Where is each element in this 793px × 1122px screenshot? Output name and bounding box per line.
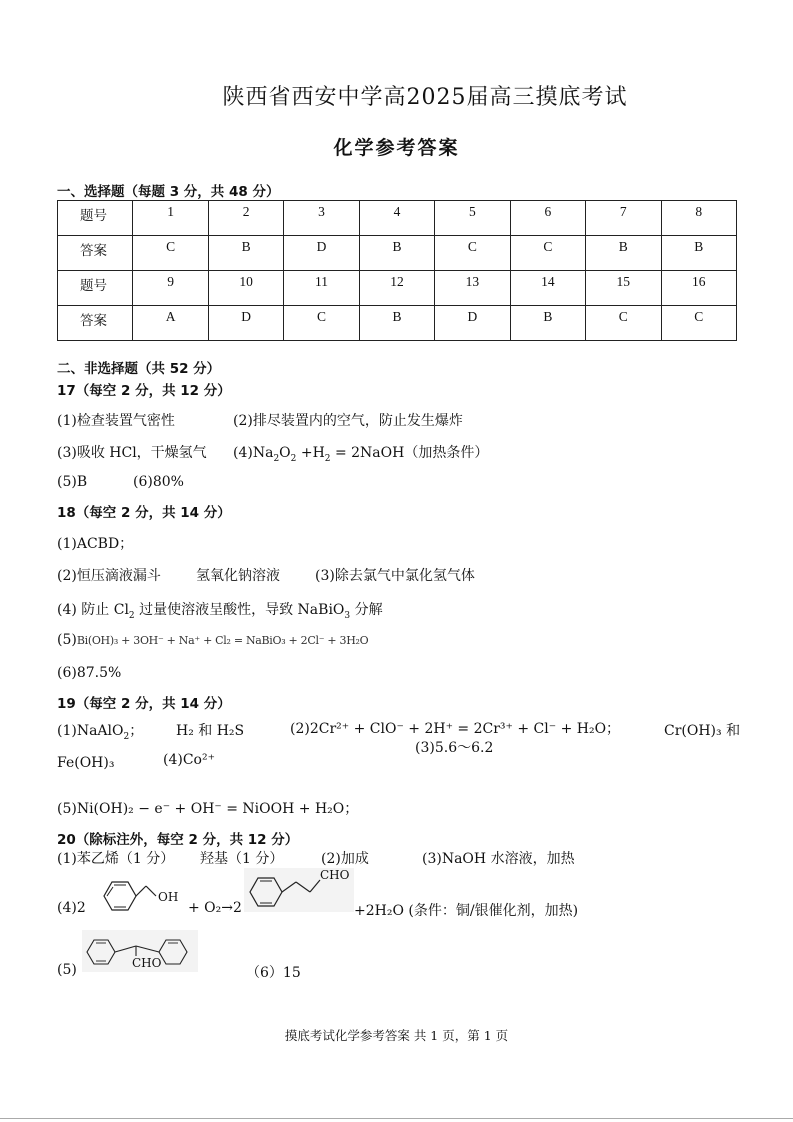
bottom-divider [0, 1118, 793, 1119]
answer-table-cell: 7 [586, 201, 661, 236]
answer-table-row [58, 271, 737, 306]
answer-table-cell: D [435, 306, 510, 341]
q19-answer-5: (5)Ni(OH)₂ − e⁻ + OH⁻ = NiOOH + H₂O； [57, 801, 359, 817]
answer-table-cell: B [586, 236, 661, 271]
answer-table [57, 200, 737, 341]
answer-table-cell: 16 [661, 271, 737, 306]
answer-table-cell: 4 [359, 201, 434, 236]
q20-answer-4-mid: + O₂→2 [188, 900, 242, 916]
answer-table-cell: 8 [661, 201, 737, 236]
page-title: 陕西省西安中学高2025届高三摸底考试 [222, 85, 628, 110]
answer-table-row-label: 答案 [58, 236, 133, 271]
q20-answer-6: （6）15 [246, 965, 301, 981]
q20-heading: 20（除标注外，每空 2 分，共 12 分） [57, 832, 299, 848]
answer-table-cell: C [284, 306, 359, 341]
answer-table-cell: 9 [133, 271, 208, 306]
answer-table-cell: C [586, 306, 661, 341]
answer-table-cell: C [133, 236, 208, 271]
q20-oh-label: OH [158, 890, 179, 904]
answer-table-cell: 3 [284, 201, 359, 236]
phenylacetaldehyde-image [244, 868, 354, 912]
page-subtitle: 化学参考答案 [333, 137, 460, 159]
q18-answer-4: (4) 防止 $Cl_2$ 过量使溶液呈酸性，导致 NaBiO$_3$ 分解 [57, 602, 383, 621]
answer-table-row-label: 题号 [58, 201, 133, 236]
q18-answer-1: (1)ACBD； [57, 536, 134, 552]
q19-answer-2b: Cr(OH)₃ 和 [664, 723, 741, 739]
answer-table-row [58, 201, 737, 236]
q18-answer-2a: (2)恒压滴液漏斗 [57, 568, 161, 584]
q18-equation-image: Bi(OH)₃ + 3OH⁻ + Na⁺ + Cl₂ = NaBiO₃ + 2Cl⁻ + 3H₂O [76, 634, 369, 647]
answer-table-cell: D [284, 236, 359, 271]
answer-table-row-label: 题号 [58, 271, 133, 306]
answer-table-cell: 14 [510, 271, 585, 306]
q19-answer-1: (1)NaAlO$_2$； [57, 723, 144, 742]
answer-table-cell: 10 [208, 271, 283, 306]
q17-answer-5: (5)B [57, 474, 88, 490]
answer-table-cell: B [208, 236, 283, 271]
section1-heading: 一、选择题（每题 3 分，共 48 分） [57, 184, 280, 200]
q17-answer-6: (6)80% [133, 474, 184, 490]
answer-table-cell: 13 [435, 271, 510, 306]
q17-answer-4: $(4)Na_2O_2 +H_2$ = 2NaOH（加热条件） [233, 445, 489, 464]
answer-table-cell: 1 [133, 201, 208, 236]
answer-table-row-label: 答案 [58, 306, 133, 341]
answer-table-cell: 2 [208, 201, 283, 236]
answer-table-cell: D [208, 306, 283, 341]
answer-table-cell: 15 [586, 271, 661, 306]
answer-table-cell: B [510, 306, 585, 341]
q18-answer-6: (6)87.5% [57, 665, 122, 681]
q18-heading: 18（每空 2 分，共 14 分） [57, 505, 231, 521]
q20-answer-3: (3)NaOH 水溶液，加热 [422, 851, 575, 867]
q17-heading: 17（每空 2 分，共 12 分） [57, 383, 231, 399]
q17-answer-3: (3)吸收 HCl，干燥氢气 [57, 445, 207, 461]
section2-heading: 二、非选择题（共 52 分） [57, 361, 221, 377]
q18-answer-3: (3)除去氯气中氯化氢气体 [315, 568, 475, 584]
q17-answer-1: (1)检查装置气密性 [57, 413, 175, 429]
q17-answer-2: (2)排尽装置内的空气，防止发生爆炸 [233, 413, 463, 429]
q20-answer-4-post: +2H₂O (条件：铜/银催化剂，加热) [354, 903, 579, 919]
q20-answer-1: (1)苯乙烯（1 分） [57, 851, 175, 867]
q19-answer-2: (2)2Cr²⁺ + ClO⁻ + 2H⁺ = 2Cr³⁺ + Cl⁻ + H₂O； [290, 721, 621, 737]
answer-table-cell: C [510, 236, 585, 271]
q20-answer-5-image [82, 930, 198, 972]
q20-answer-5-label: (5) [57, 962, 77, 978]
q20-cho-label: CHO [320, 868, 350, 882]
answer-table-cell: A [133, 306, 208, 341]
page-footer: 摸底考试化学参考答案 共 1 页，第 1 页 [284, 1028, 509, 1043]
q20-answer-2: (2)加成 [321, 851, 369, 867]
answer-table-row [58, 236, 737, 271]
q20-answer-4-label: (4)2 [57, 900, 86, 916]
answer-table-cell: C [435, 236, 510, 271]
answer-table-cell: C [661, 306, 737, 341]
q19-answer-2c: Fe(OH)₃ [57, 755, 115, 771]
answer-table-cell: 11 [284, 271, 359, 306]
answer-table-cell: B [661, 236, 737, 271]
answer-table-cell: B [359, 306, 434, 341]
q19-answer-4: (4)Co²⁺ [163, 752, 215, 768]
answer-table-row [58, 306, 737, 341]
q19-answer-3: (3)5.6～6.2 [415, 740, 494, 756]
q20-answer-5-cho: CHO [132, 956, 162, 970]
q18-answer-2b: 氢氧化钠溶液 [196, 568, 280, 584]
q19-answer-1b: H₂ 和 H₂S [176, 723, 245, 739]
q20-answer-1b: 羟基（1 分） [200, 851, 284, 867]
answer-table-cell: 6 [510, 201, 585, 236]
answer-table-cell: 12 [359, 271, 434, 306]
q18-answer-5: (5)Bi(OH)₃ + 3OH⁻ + Na⁺ + Cl₂ = NaBiO₃ + 2Cl⁻ + 3H₂O [57, 632, 369, 648]
answer-table-cell: B [359, 236, 434, 271]
q19-heading: 19（每空 2 分，共 14 分） [57, 696, 231, 712]
answer-table-cell: 5 [435, 201, 510, 236]
